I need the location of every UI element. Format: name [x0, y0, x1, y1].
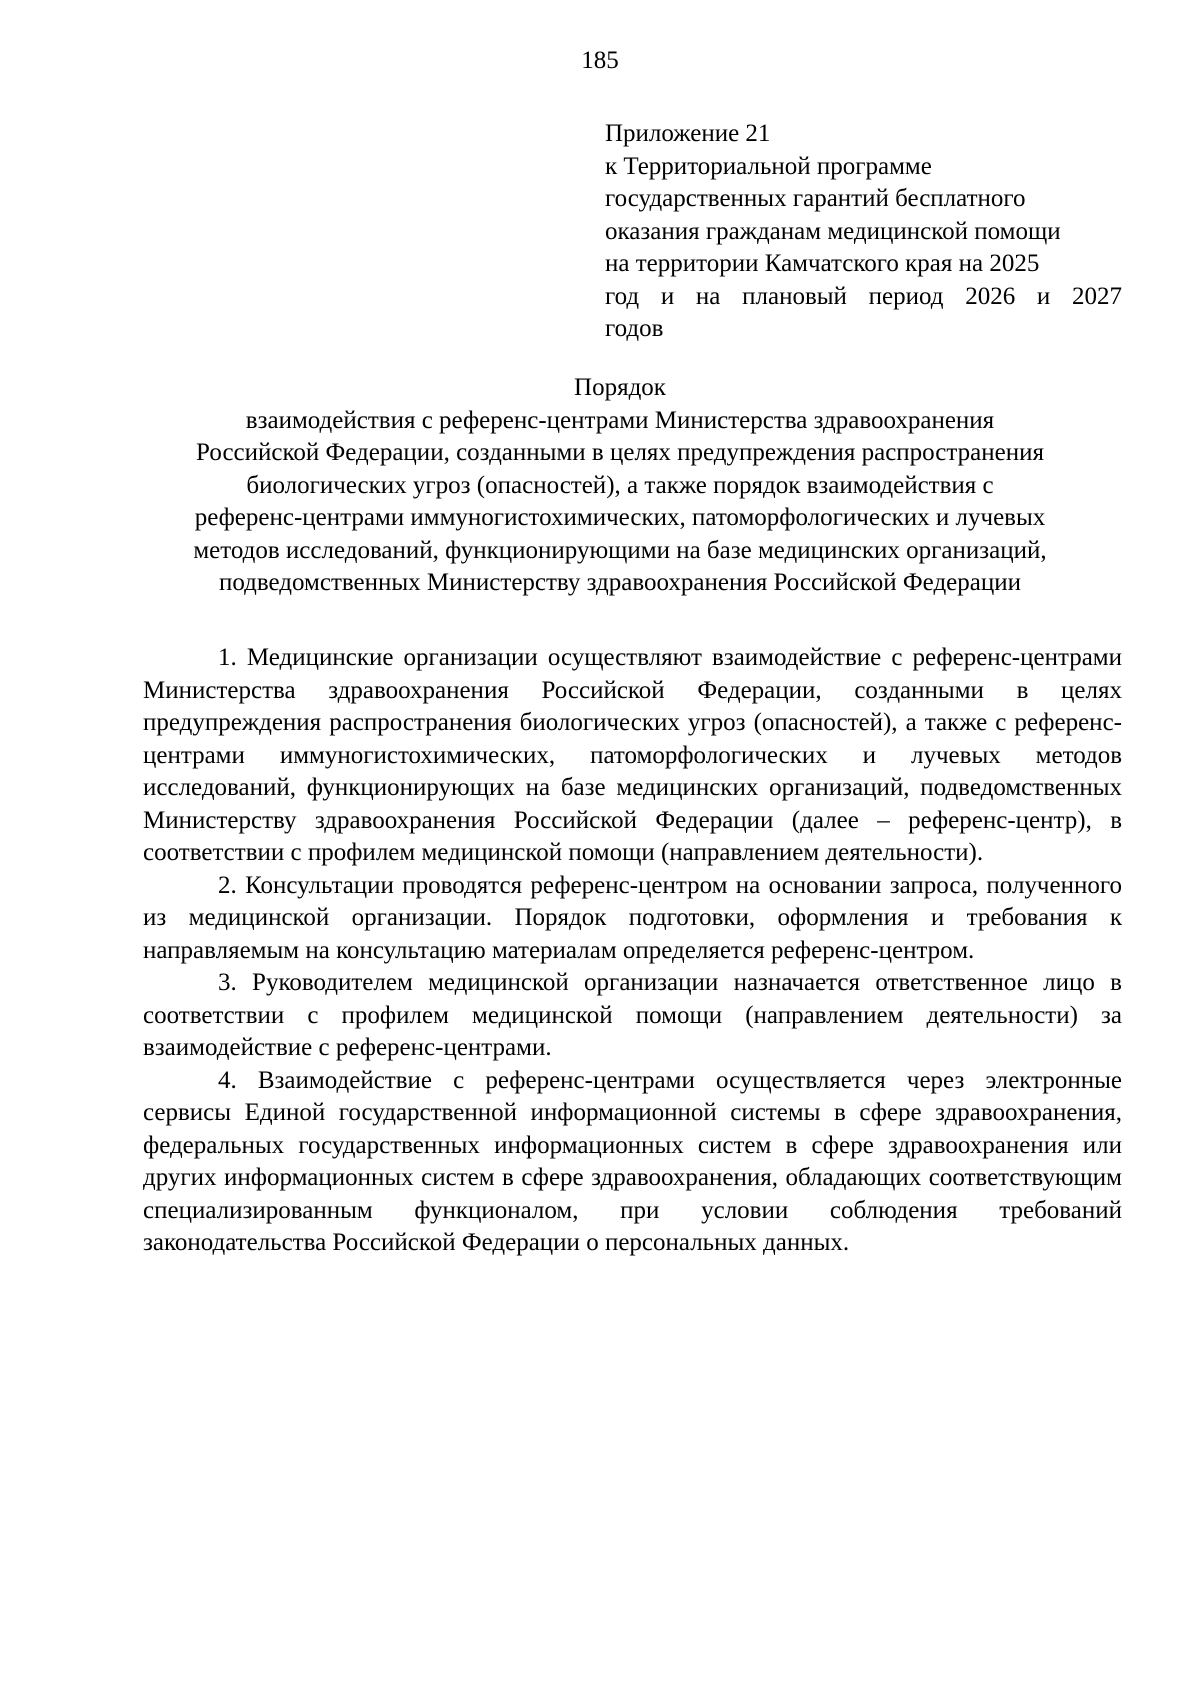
- paragraph-1: 1. Медицинские организации осуществляют взаимодействие с референс-центрами Министерства здравоохранения Российской Федерации, созданными в целях предупреждения распространения биологических угроз (опасностей), а также с референс-центрами иммуногистохимических, патоморфологических и лучевых методов исследований, функционирующих на базе медицинских организаций, подведомственных Министерству здравоохранения Российской Федерации (далее – референс-центр), в соответствии с профилем медицинской помощи (направлением деятельности).: [143, 644, 1122, 866]
- paragraph-2: 2. Консультации проводятся референс-центром на основании запроса, полученного из медицинской организации. Порядок подготовки, оформления и требования к направляемым на консультацию материалам определяется референс-центром.: [143, 871, 1122, 964]
- appendix-reference: [605, 118, 1122, 346]
- document-body: [143, 642, 1122, 1260]
- appendix-line: оказания гражданам медицинской помощи: [605, 217, 1061, 245]
- appendix-line: Приложение 21: [605, 120, 771, 147]
- paragraph-3: 3. Руководителем медицинской организации назначается ответственное лицо в соответствии с профилем медицинской помощи (направлением деятельности) за взаимодействие с референс-центрами.: [143, 969, 1122, 1061]
- appendix-line: государственных гарантий бесплатного: [605, 185, 1026, 212]
- title-line: методов исследований, функционирующими на базе медицинских организаций,: [193, 536, 1047, 564]
- title-line: Российской Федерации, созданными в целях предупреждения распространения: [196, 439, 1044, 466]
- page-number: 185: [581, 47, 619, 74]
- document-title: [120, 372, 1120, 600]
- paragraph-4: 4. Взаимодействие с референс-центрами осуществляется через электронные сервисы Единой государственной информационной системы в сфере здравоохранения, федеральных государственных информационных систем в сфере здравоохранения или других информационных систем в сфере здравоохранения, обладающих соответствующим специализированным функционалом, при условии соблюдения требований законодательства Российской Федерации о персональных данных.: [143, 1066, 1122, 1256]
- appendix-line: к Территориальной программе: [605, 152, 932, 180]
- title-line: референс-центрами иммуногистохимических, патоморфологических и лучевых: [194, 504, 1046, 531]
- appendix-line: год и на плановый период 2026 и 2027: [605, 282, 1122, 310]
- appendix-line: годов: [605, 315, 664, 342]
- title-line: взаимодействия с референс-центрами Министерства здравоохранения: [245, 406, 995, 434]
- title-heading: Порядок: [574, 374, 666, 401]
- title-line: подведомственных Министерству здравоохранения Российской Федерации: [218, 569, 1021, 596]
- title-line: биологических угроз (опасностей), а также порядок взаимодействия с: [246, 471, 994, 499]
- appendix-line: на территории Камчатского края на 2025: [605, 250, 1040, 277]
